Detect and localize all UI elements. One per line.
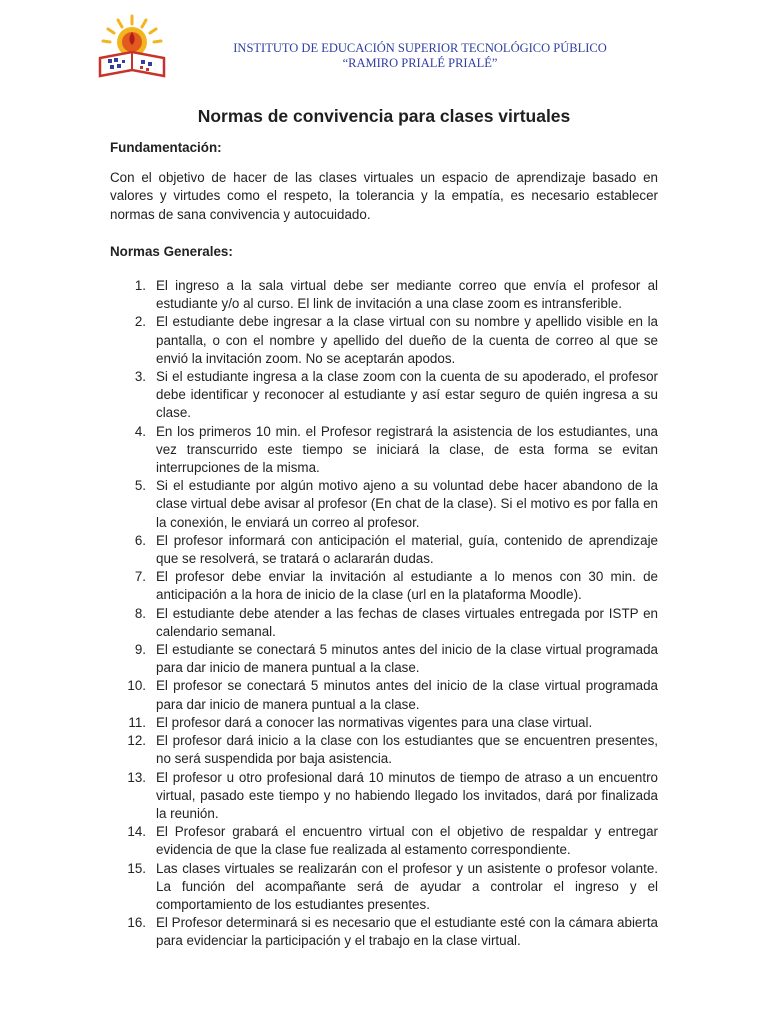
- rule-item: [110, 769, 658, 824]
- rule-text: El profesor se conectará 5 minutos antes del inicio de la clase virtual programada para dar inicio de manera puntual a la clase.: [156, 678, 658, 712]
- rule-text: El ingreso a la sala virtual debe ser mediante correo que envía el profesor al estudiante y/o al curso. El link de invitación a una clase zoom es intransferible.: [156, 278, 658, 312]
- rule-item: [110, 677, 658, 713]
- section-heading-normas: Normas Generales:: [110, 243, 233, 259]
- rule-number: 1.: [134, 278, 146, 294]
- rule-number: 3.: [134, 369, 146, 385]
- rule-item: [110, 568, 658, 604]
- rule-number: 6.: [134, 532, 146, 548]
- institution-line-2: “RAMIRO PRIALÉ PRIALÉ”: [342, 56, 498, 70]
- rule-number: 15.: [127, 860, 146, 876]
- rule-text: En los primeros 10 min. el Profesor registrará la asistencia de los estudiantes, una vez transcurrido este tiempo se iniciará la clase, de esta forma se evitan interrupciones de la misma.: [156, 423, 658, 476]
- rule-text: El profesor informará con anticipación el material, guía, contenido de aprendizaje que se resolverá, se tratará o aclararán dudas.: [156, 532, 658, 567]
- rule-number: 14.: [127, 824, 146, 840]
- rule-item: [110, 423, 658, 478]
- rule-item: [110, 532, 658, 568]
- rule-text: Si el estudiante ingresa a la clase zoom con la cuenta de su apoderado, el profesor debe identificar y reconocer al estudiante y así estar seguro de quién ingresa a su clase.: [156, 369, 658, 421]
- rule-item: [110, 277, 658, 313]
- section-heading-fundamentacion: Fundamentación:: [110, 140, 222, 155]
- rules-list: [110, 277, 658, 951]
- rule-item: [110, 313, 658, 368]
- rule-item: [110, 368, 658, 423]
- rule-number: 9.: [134, 642, 146, 658]
- rule-text: El profesor dará a conocer las normativas vigentes para una clase virtual.: [156, 714, 593, 730]
- document-title: Normas de convivencia para clases virtuales: [197, 106, 571, 126]
- rule-number: 13.: [127, 769, 146, 785]
- rule-text: Si el estudiante por algún motivo ajeno a su voluntad debe hacer abandono de la clase virtual debe avisar al profesor (En chat de la clase). Si el motivo es por falla en la conexión, le enviará un correo al profesor.: [156, 478, 658, 530]
- rule-number: 7.: [134, 569, 146, 585]
- rule-number: 16.: [127, 915, 146, 931]
- rule-item: [110, 605, 658, 641]
- rule-text: El estudiante se conectará 5 minutos antes del inicio de la clase virtual programada para dar inicio de manera puntual a la clase.: [156, 642, 658, 676]
- rule-text: El estudiante debe atender a las fechas de clases virtuales entregada por ISTP en calendario semanal.: [156, 605, 658, 639]
- section-paragraph-fundamentacion: Con el objetivo de hacer de las clases virtuales un espacio de aprendizaje basado en valores y virtudes como el respeto, la tolerancia y la empatía, es necesario establecer normas de sana convivencia y autocuidado.: [110, 170, 658, 222]
- rule-number: 8.: [134, 605, 146, 621]
- rule-text: El Profesor grabará el encuentro virtual con el objetivo de respaldar y entregar evidencia de que la clase fue realizada al estamento correspondiente.: [156, 824, 658, 858]
- rule-item: [110, 714, 658, 732]
- institution-name: [180, 41, 660, 71]
- rule-item: [110, 823, 658, 859]
- institution-line-1: INSTITUTO DE EDUCACIÓN SUPERIOR TECNOLÓGICO PÚBLICO: [233, 41, 607, 55]
- document-body: [110, 139, 658, 951]
- rule-number: 4.: [134, 423, 146, 439]
- rule-number: 11.: [128, 714, 146, 730]
- rule-text: El Profesor determinará si es necesario que el estudiante esté con la cámara abierta para evidenciar la participación y el trabajo en la clase virtual.: [156, 915, 658, 949]
- rule-item: [110, 860, 658, 915]
- rule-number: 2.: [134, 314, 146, 330]
- rule-item: [110, 477, 658, 532]
- rule-text: El profesor debe enviar la invitación al estudiante a lo menos con 30 min. de anticipación a la hora de inicio de la clase (url en la plataforma Moodle).: [156, 569, 658, 603]
- rule-item: [110, 914, 658, 950]
- rule-text: El profesor u otro profesional dará 10 minutos de tiempo de atraso a un encuentro virtual, pasado este tiempo y no habiendo llegado los invitados, dará por finalizada la reunión.: [156, 769, 658, 821]
- rule-number: 10.: [127, 678, 146, 694]
- rule-item: [110, 732, 658, 768]
- rule-text: El estudiante debe ingresar a la clase virtual con su nombre y apellido visible en la pantalla, o con el nombre y apellido del dueño de la cuenta de correo al que se envió la invitación zoom. No se aceptarán apodos.: [156, 314, 658, 366]
- document-header: [96, 12, 656, 82]
- rule-item: [110, 641, 658, 677]
- rule-text: Las clases virtuales se realizarán con el profesor y un asistente o profesor volante. La función del acompañante será de ayudar a controlar el ingreso y el comportamiento de los estudiantes presentes.: [156, 860, 658, 912]
- rule-number: 12.: [127, 733, 146, 749]
- rule-text: El profesor dará inicio a la clase con los estudiantes que se encuentren presentes, no será suspendida por baja asistencia.: [156, 733, 658, 767]
- rule-number: 5.: [134, 478, 146, 494]
- institute-logo-icon: [96, 12, 168, 80]
